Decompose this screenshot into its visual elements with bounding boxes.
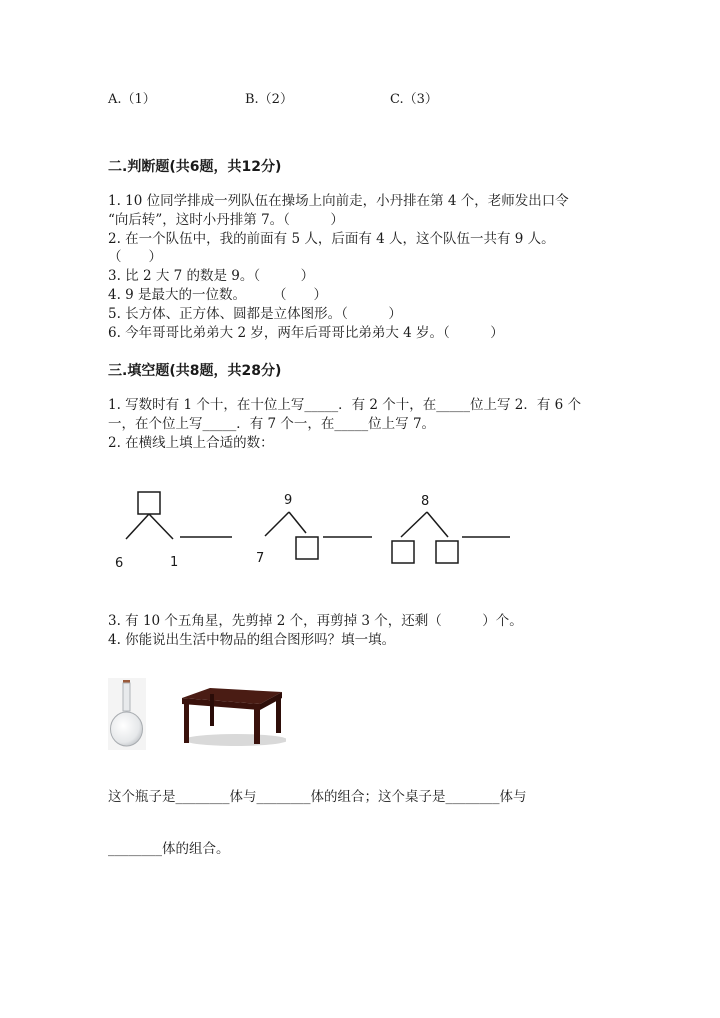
fill-line-1: 这个瓶子是________体与________体的组合；这个桌子是________体与 bbox=[108, 789, 527, 805]
fill-line-2: ________体的组合。 bbox=[108, 841, 230, 857]
s2-line-7: 5. 长方体、正方体、圆都是立体图形。（ ） bbox=[108, 306, 402, 322]
diagram-2-top: 9 bbox=[284, 493, 293, 508]
s2-line-6: 4. 9 是最大的一位数。 （ ） bbox=[108, 287, 328, 303]
diagram-1-right: 1 bbox=[170, 555, 179, 570]
diagram-1 bbox=[126, 492, 232, 539]
table-image bbox=[176, 684, 286, 746]
number-bond-diagrams bbox=[100, 482, 530, 582]
section3-title: 三.填空题(共8题，共28分) bbox=[108, 363, 282, 379]
answer-box-4 bbox=[436, 541, 458, 563]
choice-b: B.（2） bbox=[245, 92, 293, 107]
s2-line-4: （ ） bbox=[108, 249, 162, 265]
choice-c: C.（3） bbox=[390, 92, 438, 107]
diagram-1-left: 6 bbox=[115, 556, 124, 571]
answer-box-2 bbox=[296, 537, 318, 559]
diagram-2 bbox=[265, 512, 372, 559]
s3-line-3: 2. 在横线上填上合适的数： bbox=[108, 435, 274, 451]
s3-line-5: 4. 你能说出生活中物品的组合图形吗？填一填。 bbox=[108, 632, 396, 648]
s2-line-3: 2. 在一个队伍中，我的前面有 5 人，后面有 4 人，这个队伍一共有 9 人。 bbox=[108, 231, 555, 247]
diagram-2-left: 7 bbox=[256, 551, 265, 566]
s2-line-5: 3. 比 2 大 7 的数是 9。（ ） bbox=[108, 268, 315, 284]
choice-a: A.（1） bbox=[108, 92, 156, 107]
diagram-3 bbox=[392, 512, 510, 563]
diagram-3-top: 8 bbox=[421, 494, 430, 509]
s3-line-2: 一，在个位上写_____．有 7 个一，在_____位上写 7。 bbox=[108, 416, 436, 432]
section2-title: 二.判断题(共6题，共12分) bbox=[108, 159, 282, 175]
s2-line-8: 6. 今年哥哥比弟弟大 2 岁，两年后哥哥比弟弟大 4 岁。（ ） bbox=[108, 325, 504, 341]
answer-box-1 bbox=[138, 492, 160, 514]
s2-line-2: “向后转”，这时小丹排第 7。（ ） bbox=[108, 212, 344, 228]
s2-line-1: 1. 10 位同学排成一列队伍在操场上向前走，小丹排在第 4 个，老师发出口令 bbox=[108, 193, 569, 209]
flask-image bbox=[108, 678, 146, 750]
s3-line-1: 1. 写数时有 1 个十，在十位上写_____．有 2 个十，在_____位上写 2．有 6 个 bbox=[108, 397, 582, 413]
answer-box-3 bbox=[392, 541, 414, 563]
s3-line-4: 3. 有 10 个五角星，先剪掉 2 个，再剪掉 3 个，还剩（ ）个。 bbox=[108, 613, 523, 629]
